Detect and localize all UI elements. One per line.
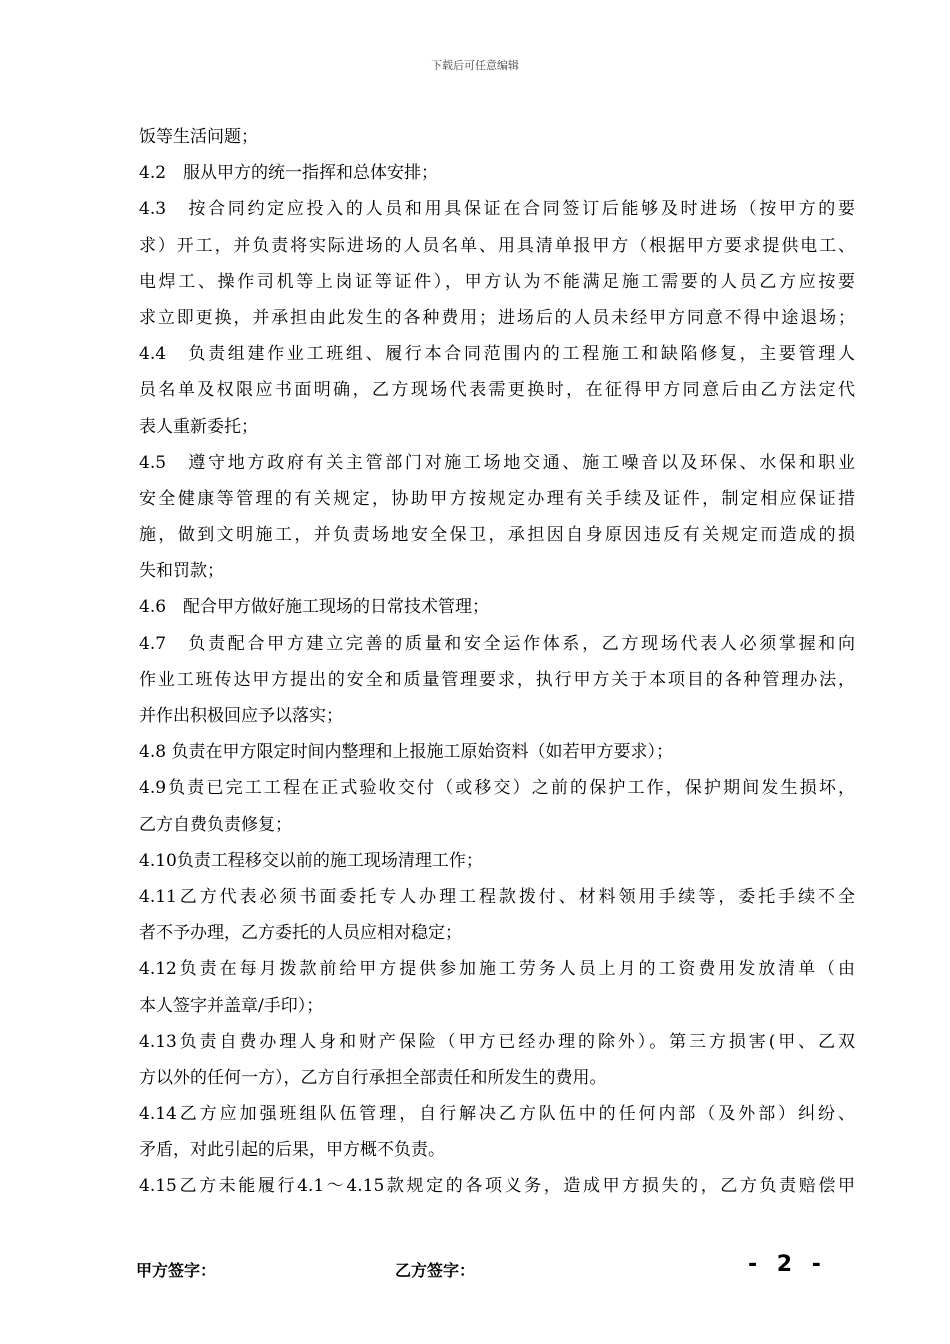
text-line: 矛盾，对此引起的后果，甲方概不负责。 <box>139 1140 445 1161</box>
text-line: 4.13负责自费办理人身和财产保险（甲方已经办理的除外）。第三方损害(甲、乙双 <box>139 1031 855 1052</box>
text-line: 电焊工、操作司机等上岗证等证件），甲方认为不能满足施工需要的人员乙方应按要 <box>139 271 855 292</box>
page-footer <box>0 1252 950 1282</box>
page-number: - 2 - <box>748 1252 827 1277</box>
text-line: 求立即更换，并承担由此发生的各种费用；进场后的人员未经甲方同意不得中途退场； <box>139 307 855 328</box>
text-line: 4.10负责工程移交以前的施工现场清理工作； <box>139 850 483 871</box>
text-line: 本人签字并盖章/手印）； <box>139 995 324 1016</box>
party-a-signature-label: 甲方签字： <box>136 1261 217 1280</box>
text-line: 4.3 按合同约定应投入的人员和用具保证在合同签订后能够及时进场（按甲方的要 <box>139 199 855 220</box>
text-line: 4.7 负责配合甲方建立完善的质量和安全运作体系，乙方现场代表人必须掌握和向 <box>139 633 855 654</box>
text-line: 作业工班传达甲方提出的安全和质量管理要求，执行甲方关于本项目的各种管理办法， <box>139 669 855 690</box>
party-b-signature-label: 乙方签字： <box>395 1261 476 1280</box>
text-line: 安全健康等管理的有关规定，协助甲方按规定办理有关手续及证件，制定相应保证措 <box>139 488 855 509</box>
text-line: 4.8 负责在甲方限定时间内整理和上报施工原始资料（如若甲方要求）； <box>139 742 673 763</box>
text-line: 4.15乙方未能履行4.1～4.15款规定的各项义务，造成甲方损失的，乙方负责赔偿甲 <box>139 1176 855 1197</box>
text-line: 者不予办理，乙方委托的人员应相对稳定； <box>139 923 462 944</box>
text-line: 方以外的任何一方），乙方自行承担全部责任和所发生的费用。 <box>139 1067 607 1088</box>
text-line: 并作出积极回应予以落实； <box>139 706 343 726</box>
text-line: 4.14乙方应加强班组队伍管理，自行解决乙方队伍中的任何内部（及外部）纠纷、 <box>139 1104 855 1125</box>
text-line: 4.4 负责组建作业工班组、履行本合同范围内的工程施工和缺陷修复，主要管理人 <box>139 344 855 365</box>
header-note: 下载后可任意编辑 <box>431 59 519 72</box>
text-line: 施，做到文明施工，并负责场地安全保卫，承担因自身原因违反有关规定而造成的损 <box>139 525 855 546</box>
text-line: 求）开工，并负责将实际进场的人员名单、用具清单报甲方（根据甲方要求提供电工、 <box>139 235 855 256</box>
text-line: 4.5 遵守地方政府有关主管部门对施工场地交通、施工噪音以及环保、水保和职业 <box>139 452 855 473</box>
text-line: 4.12负责在每月拨款前给甲方提供参加施工劳务人员上月的工资费用发放清单（由 <box>139 959 855 980</box>
document-body <box>139 119 855 1205</box>
text-line: 表人重新委托； <box>139 416 258 437</box>
text-line: 乙方自费负责修复； <box>139 814 292 835</box>
text-line: 4.6 配合甲方做好施工现场的日常技术管理； <box>139 597 490 618</box>
text-line: 4.9负责已完工工程在正式验收交付（或移交）之前的保护工作，保护期间发生损坏， <box>139 778 855 799</box>
text-line: 员名单及权限应书面明确，乙方现场代表需更换时，在征得甲方同意后由乙方法定代 <box>139 380 855 401</box>
text-line: 饭等生活问题； <box>139 127 258 147</box>
text-line: 4.11乙方代表必须书面委托专人办理工程款拨付、材料领用手续等，委托手续不全 <box>139 886 855 907</box>
text-line: 失和罚款； <box>139 561 224 582</box>
text-line: 4.2 服从甲方的统一指挥和总体安排； <box>139 163 439 184</box>
